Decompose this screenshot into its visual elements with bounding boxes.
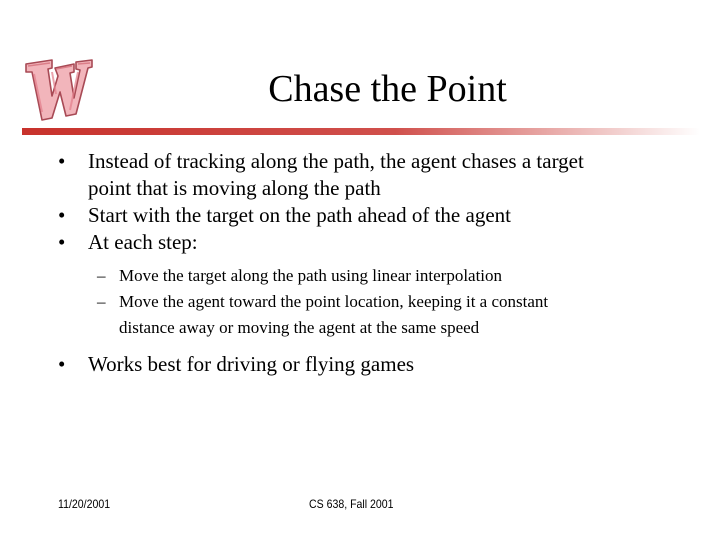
footer-date: 11/20/2001 [58, 497, 111, 511]
bullet-glyph: • [58, 230, 66, 254]
bullet-text-continuation: point that is moving along the path [88, 176, 381, 200]
bullet-list [58, 148, 678, 378]
wisconsin-w-logo-icon [22, 54, 94, 122]
dash-glyph: – [97, 266, 106, 285]
bullet-text: Instead of tracking along the path, the agent chases a target [88, 149, 584, 173]
dash-glyph: – [97, 292, 106, 311]
bullet-text: Start with the target on the path ahead of the agent [88, 203, 511, 227]
bullet-text: Works best for driving or flying games [88, 352, 415, 376]
bullet-glyph: • [58, 352, 66, 376]
spacer [58, 341, 678, 351]
slide-title: Chase the Point [268, 68, 507, 110]
sub-bullet-text: Move the target along the path using linear interpolation [119, 266, 503, 285]
bullet-glyph: • [58, 149, 66, 173]
sub-bullet-text: Move the agent toward the point location, keeping it a constant [119, 292, 549, 311]
bullet-item [58, 202, 678, 229]
sub-bullet-text-continuation: distance away or moving the agent at the same speed [119, 318, 480, 337]
footer-course: CS 638, Fall 2001 [309, 497, 394, 511]
bullet-text: At each step: [88, 230, 198, 254]
sub-bullet-item [58, 289, 678, 341]
bullet-glyph: • [58, 203, 66, 227]
title-underline-rule [22, 128, 700, 135]
spacer [58, 256, 678, 263]
sub-bullet-item [58, 263, 678, 289]
bullet-item [58, 148, 678, 202]
bullet-item [58, 351, 678, 378]
bullet-item [58, 229, 678, 256]
